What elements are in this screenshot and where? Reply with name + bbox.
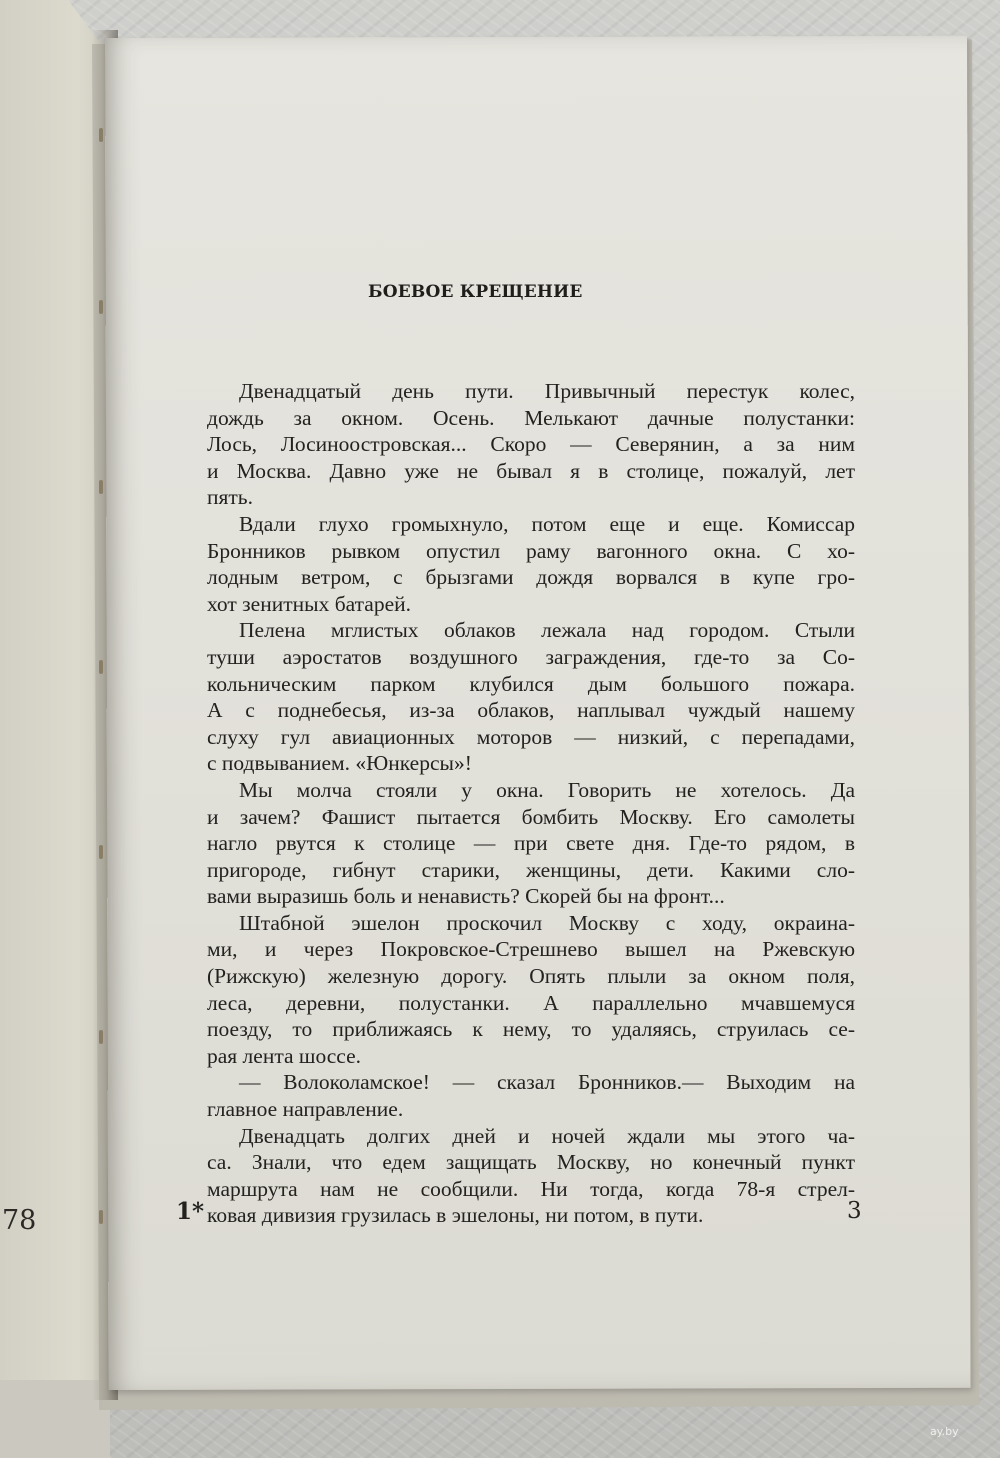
binding-stitch (99, 1210, 103, 1224)
text-line: слуху гул авиационных моторов — низкий, с перепадами, (207, 724, 855, 749)
text-line: (Рижскую) железную дорогу. Опять плыли за окном поля, (207, 964, 855, 989)
text-line: са. Знали, что едем защищать Москву, но конечный пункт (207, 1150, 855, 1175)
text-line: Бронников рывком опустил раму вагонного окна. С хо- (207, 538, 855, 563)
text-line: — Волоколамское! — сказал Бронников.— Выходим на (239, 1070, 855, 1095)
text-line: вами выразишь боль и ненависть? Скорей бы на фронт... (207, 884, 725, 909)
text-line: с подвыванием. «Юнкерсы»! (207, 751, 472, 776)
text-line: хот зенитных батарей. (207, 591, 411, 616)
body-text (175, 378, 855, 1229)
page-number: 3 (847, 1198, 862, 1224)
text-line: Вдали глухо громыхнуло, потом еще и еще. Комиссар (239, 511, 855, 536)
text-line: леса, деревни, полустанки. А параллельно мчавшемуся (207, 990, 855, 1015)
binding-stitch (99, 1030, 103, 1044)
text-line: и зачем? Фашист пытается бомбить Москву. Его самолеты (207, 804, 855, 829)
binding-stitch (99, 660, 103, 674)
text-line: кольническим парком клубился дым большого пожара. (207, 671, 855, 696)
text-line: Пелена мглистых облаков лежала над городом. Стыли (239, 618, 855, 643)
text-line: А с поднебесья, из-за облаков, наплывал чуждый нашему (207, 698, 855, 723)
text-line: Двенадцать долгих дней и ночей ждали мы этого ча- (239, 1123, 855, 1148)
binding-stitch (99, 300, 103, 314)
binding-stitch (99, 128, 103, 142)
left-page-number: 78 (2, 1205, 37, 1236)
printer-signature-mark: 1* (176, 1198, 205, 1225)
paragraph (175, 910, 855, 1070)
text-line: маршрута нам не сообщили. Ни тогда, когда 78-я стрел- (207, 1176, 855, 1201)
site-watermark: ay.by (930, 1425, 959, 1438)
paragraph (175, 1123, 855, 1229)
text-line: рая лента шоссе. (207, 1043, 362, 1068)
text-line: туши аэростатов воздушного заграждения, где-то за Со- (207, 644, 855, 669)
binding-stitch (99, 845, 103, 859)
text-line: нагло рвутся к столице — при свете дня. Где-то рядом, в (207, 831, 855, 856)
paragraph (175, 1069, 855, 1122)
chapter-title: БОЕВОЕ КРЕЩЕНИЕ (368, 282, 583, 302)
text-line: поезду, то приближаясь к нему, то удаляясь, струилась се- (207, 1017, 855, 1042)
paragraph (175, 777, 855, 910)
text-line: главное направление. (207, 1097, 404, 1122)
text-line: дождь за окном. Осень. Мелькают дачные полустанки: (207, 405, 855, 430)
paragraph (175, 511, 855, 617)
paragraph (175, 378, 855, 511)
text-line: пригороде, гибнут старики, женщины, дети. Какими сло- (207, 857, 855, 882)
text-line: ковая дивизия грузилась в эшелоны, ни потом, в пути. (207, 1203, 704, 1228)
paragraph (175, 617, 855, 777)
text-line: и Москва. Давно уже не бывал я в столице, пожалуй, лет (207, 458, 855, 483)
text-line: Штабной эшелон проскочил Москву с ходу, окраина- (239, 910, 855, 935)
text-line: Двенадцатый день пути. Привычный перестук колес, (239, 379, 855, 403)
text-line: пять. (207, 485, 253, 510)
binding-stitch (99, 480, 103, 494)
text-line: лодным ветром, с брызгами дождя ворвался в купе гро- (207, 565, 855, 590)
text-line: Мы молча стояли у окна. Говорить не хотелось. Да (239, 777, 855, 802)
text-line: Лось, Лосиноостровская... Скоро — Северянин, а за ним (207, 432, 855, 457)
text-line: ми, и через Покровское-Стрешнево вышел на Ржевскую (207, 937, 855, 962)
